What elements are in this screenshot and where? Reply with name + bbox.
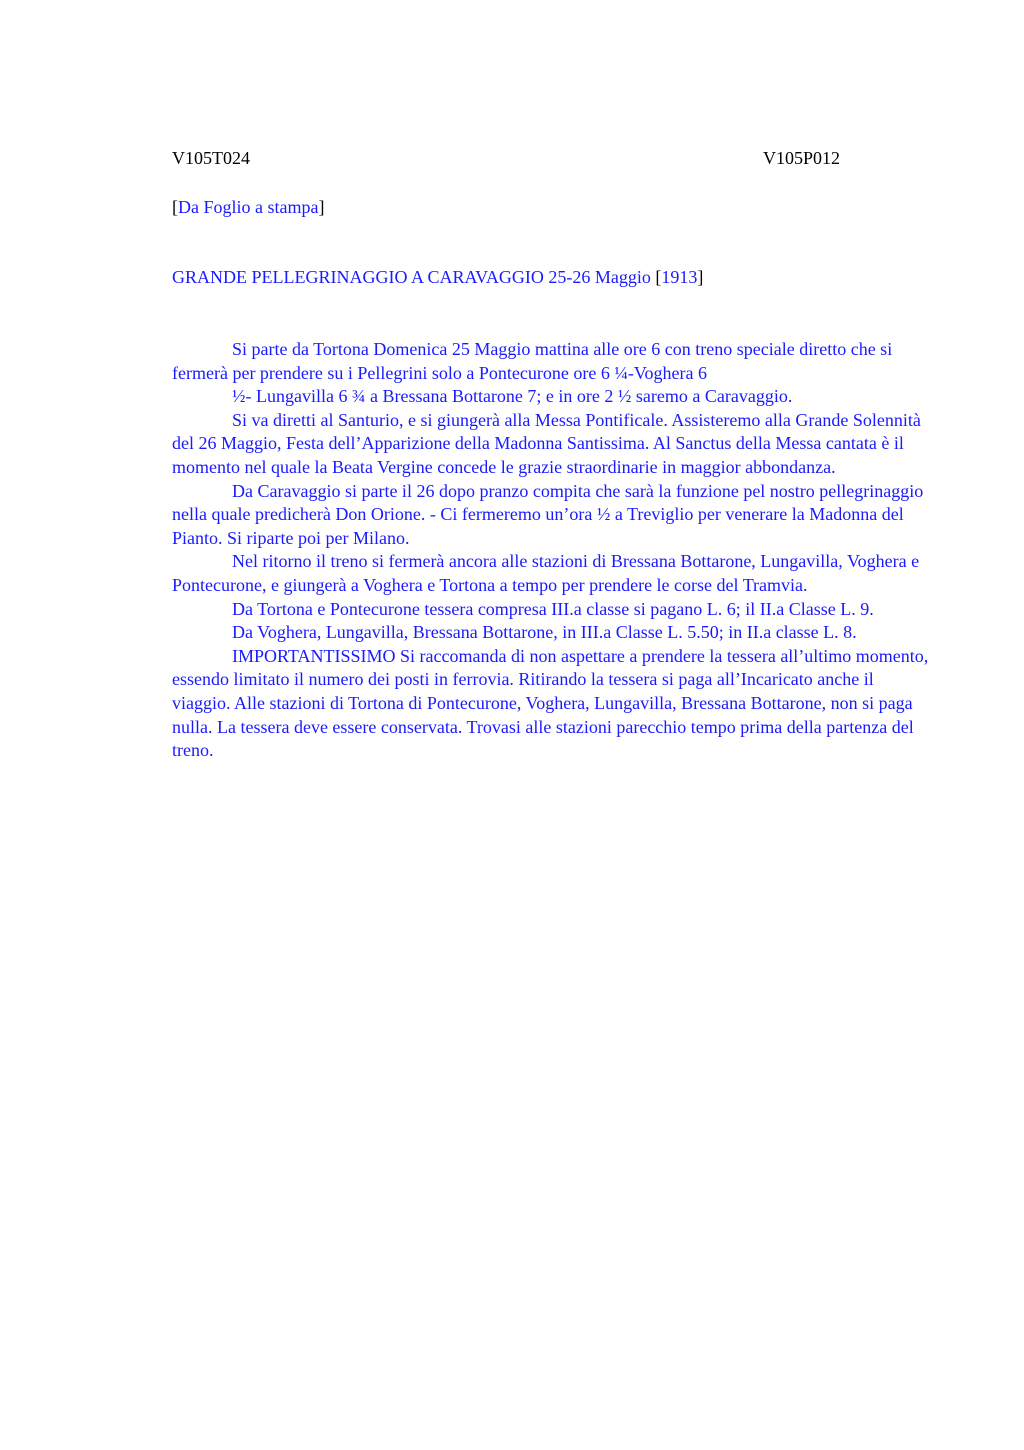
- body-paragraph: Si va diretti al Santurio, e si giungerà alla Messa Pontificale. Assisteremo alla Grande Solennità del 26 Maggio, Festa dell’Apparizione della Madonna Santissima. Al Sanctus della Messa cantata è il momento nel quale la Beata Vergine concede le grazie straordinarie in maggior abbondanza.: [172, 409, 921, 477]
- body-paragraph: Da Caravaggio si parte il 26 dopo pranzo compita che sarà la funzione pel nostro pellegrinaggio nella quale predicherà Don Orione. - Ci fermeremo un’ora ½ a Treviglio per venerare la Madonna del Pianto. Si riparte poi per Milano.: [172, 480, 924, 548]
- paragraph-1-part-1: Si parte da Tortona Domenica 25 Maggio mattina alle ore 6 con treno speciale diretto che si fermerà per prendere su i Pellegrini solo a Pontecurone ore 6 ¼-Voghera 6: [172, 339, 893, 383]
- document-body: [172, 338, 936, 763]
- document-title: [172, 266, 703, 288]
- title-close-bracket: ]: [697, 267, 704, 287]
- left-document-code: V105T024: [172, 148, 250, 168]
- body-paragraph: IMPORTANTISSIMO Si raccomanda di non aspettare a prendere la tessera all’ultimo momento, essendo limitato il numero dei posti in ferrovia. Ritirando la tessera si paga all’Incaricato anche il viaggio. Alle stazioni di Tortona di Pontecurone, Voghera, Lungavilla, Bressana Bottarone, non si paga nulla. La tessera deve essere conservata. Trovasi alle stazioni parecchio tempo prima della partenza del treno.: [172, 645, 929, 761]
- title-year: 1913: [661, 267, 698, 287]
- document-header: [172, 147, 840, 169]
- paragraph-1-part-2: ½- Lungavilla 6 ¾ a Bressana Bottarone 7; e in ore 2 ½ saremo a Caravaggio.: [232, 386, 793, 407]
- right-document-code: V105P012: [762, 148, 840, 168]
- title-open-bracket: [: [655, 267, 662, 287]
- source-open-bracket: [: [172, 197, 178, 217]
- source-note: [172, 196, 324, 218]
- body-paragraph: Nel ritorno il treno si fermerà ancora alle stazioni di Bressana Bottarone, Lungavilla, Voghera e Pontecurone, e giungerà a Voghera e Tortona a tempo per prendere le corse del Tramvia.: [172, 551, 920, 595]
- body-paragraph: Da Voghera, Lungavilla, Bressana Bottarone, in III.a Classe L. 5.50; in II.a classe L. 8.: [232, 622, 857, 643]
- body-paragraph: Da Tortona e Pontecurone tessera compresa III.a classe si pagano L. 6; il II.a Classe L. 9.: [232, 598, 874, 619]
- source-close-bracket: ]: [318, 197, 325, 217]
- title-text: GRANDE PELLEGRINAGGIO A CARAVAGGIO 25-26 Maggio: [172, 267, 651, 287]
- source-text: Da Foglio a stampa: [178, 197, 319, 217]
- body-paragraph: [172, 338, 936, 409]
